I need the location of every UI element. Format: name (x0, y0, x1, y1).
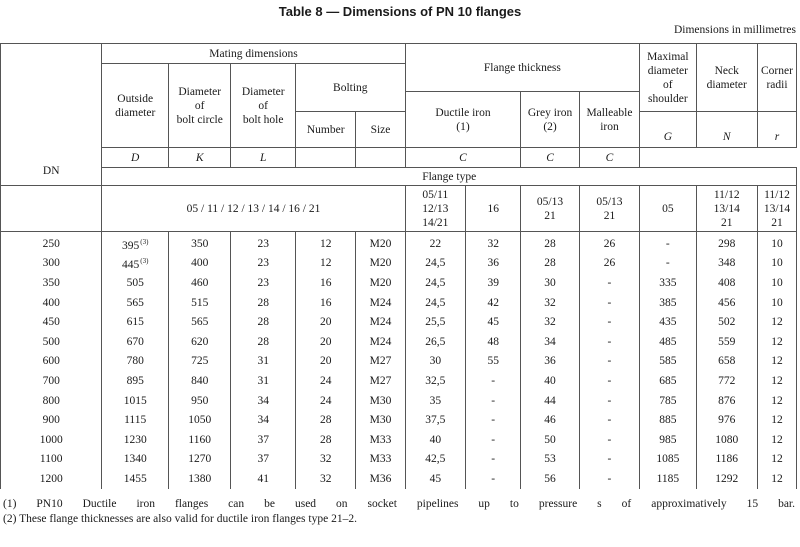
table-cell: 35 (405, 391, 465, 411)
footnote-mark: (3) (140, 237, 149, 246)
table-cell: 840 (168, 371, 230, 391)
flange-type-dn-blank (1, 186, 102, 232)
table-cell: 48 (466, 332, 521, 352)
table-cell: 976 (696, 410, 757, 430)
table-cell: 400 (1, 293, 102, 313)
table-cell: 1080 (696, 430, 757, 450)
table-cell: 1050 (168, 410, 230, 430)
table-cell: M30 (356, 391, 405, 411)
outside-symbol: D (102, 148, 169, 168)
table-cell: 1230 (102, 430, 169, 450)
table-cell: 20 (295, 312, 355, 332)
flange-type-header: Flange type (102, 168, 797, 186)
table-cell: 12 (757, 371, 796, 391)
table-cell: 44 (521, 391, 579, 411)
table-cell: - (466, 450, 521, 470)
table-cell: 12 (757, 312, 796, 332)
table-cell: 800 (1, 391, 102, 411)
table-cell: 32 (521, 293, 579, 313)
table-cell: 26 (579, 232, 639, 254)
table-cell: 32 (295, 450, 355, 470)
table-cell: - (579, 450, 639, 470)
flange-type-row (1, 186, 797, 232)
malleable-symbol: C (579, 148, 639, 168)
table-cell: 348 (696, 254, 757, 274)
table-cell: 12 (757, 391, 796, 411)
table-cell: M20 (356, 232, 405, 254)
table-cell: 298 (696, 232, 757, 254)
table-cell: 1186 (696, 450, 757, 470)
table-cell: 10 (757, 254, 796, 274)
table-cell: - (579, 469, 639, 489)
table-cell: M27 (356, 352, 405, 372)
footnote-2: (2) These flange thicknesses are also valid for ductile iron flanges type 21–2. (3, 513, 357, 525)
dn-header: DN (1, 44, 102, 186)
table-cell: 23 (231, 273, 296, 293)
table-cell: 10 (757, 293, 796, 313)
bolt-circle-header: Diameter of bolt circle (168, 64, 230, 148)
grey-iron-header: Grey iron (2) (521, 92, 579, 148)
neck-header: Neck diameter (696, 44, 757, 112)
table-cell: M27 (356, 371, 405, 391)
neck-flange-types: 11/12 13/14 21 (696, 186, 757, 232)
footnotes (3, 497, 795, 527)
table-cell: 45 (466, 312, 521, 332)
table-cell: 1085 (640, 450, 696, 470)
table-cell: 620 (168, 332, 230, 352)
table-cell: 395$^{(3)}$ (102, 232, 169, 254)
table-cell: 24,5 (405, 254, 465, 274)
table-cell: 41 (231, 469, 296, 489)
table-cell: M24 (356, 332, 405, 352)
table-cell: 780 (102, 352, 169, 372)
table-cell: 515 (168, 293, 230, 313)
table-cell: 30 (521, 273, 579, 293)
table-cell: M24 (356, 312, 405, 332)
table-cell: - (579, 391, 639, 411)
table-cell: 23 (231, 232, 296, 254)
table-cell: - (579, 293, 639, 313)
malleable-iron-header: Malleable iron (579, 92, 639, 148)
table-cell: 50 (521, 430, 579, 450)
shoulder-symbol: G (640, 112, 696, 148)
ductile-flange-types: 05/11 12/13 14/21 (405, 186, 465, 232)
table-cell: 1100 (1, 450, 102, 470)
table-cell: 12 (295, 232, 355, 254)
table-body (1, 232, 797, 489)
neck-symbol: N (696, 112, 757, 148)
table-cell: 10 (757, 232, 796, 254)
table-cell: M24 (356, 293, 405, 313)
table-cell: 559 (696, 332, 757, 352)
footnote-mark: (3) (140, 257, 149, 266)
table-cell: 26,5 (405, 332, 465, 352)
table-cell: 36 (466, 254, 521, 274)
table-cell: 32 (295, 469, 355, 489)
table-title: Table 8 — Dimensions of PN 10 flanges (278, 4, 522, 19)
table-cell: M33 (356, 430, 405, 450)
table-cell: 685 (640, 371, 696, 391)
footnote-1: (1) PN10 Ductile iron flanges can be used on socket pipelines up to pressure s of approximatively 15 bar. (3, 498, 795, 510)
table-cell: 20 (295, 332, 355, 352)
grey-symbol: C (521, 148, 579, 168)
table-cell: 40 (405, 430, 465, 450)
table-cell: 985 (640, 430, 696, 450)
table-cell: 500 (1, 332, 102, 352)
table-cell: 502 (696, 312, 757, 332)
table-cell: 20 (295, 352, 355, 372)
table-cell: 32 (466, 232, 521, 254)
table-cell: - (466, 391, 521, 411)
table-cell: - (579, 352, 639, 372)
table-cell: 32,5 (405, 371, 465, 391)
table-cell: 950 (168, 391, 230, 411)
table-cell: 26 (579, 254, 639, 274)
table-cell: 37 (231, 430, 296, 450)
table-cell: 28 (295, 410, 355, 430)
table-cell: 37,5 (405, 410, 465, 430)
table-cell: 485 (640, 332, 696, 352)
table-cell: 24,5 (405, 273, 465, 293)
table-cell: 435 (640, 312, 696, 332)
table-cell: - (579, 430, 639, 450)
table-cell: 600 (1, 352, 102, 372)
table-cell: 615 (102, 312, 169, 332)
bolt-number-header: Number (295, 112, 355, 148)
table-cell: 28 (231, 293, 296, 313)
table-cell: 505 (102, 273, 169, 293)
table-cell: M30 (356, 410, 405, 430)
table-cell: 250 (1, 232, 102, 254)
table-cell: 24,5 (405, 293, 465, 313)
shoulder-flange-type: 05 (640, 186, 696, 232)
table-cell: 1000 (1, 430, 102, 450)
table-cell: 400 (168, 254, 230, 274)
table-cell: 28 (231, 312, 296, 332)
corner-symbol: r (757, 112, 796, 148)
table-cell: 772 (696, 371, 757, 391)
table-cell: - (579, 273, 639, 293)
table-cell: 16 (295, 293, 355, 313)
table-cell: 56 (521, 469, 579, 489)
table-cell: 25,5 (405, 312, 465, 332)
bolt-hole-header: Diameter of bolt hole (231, 64, 296, 148)
bolt-circle-symbol: K (168, 148, 230, 168)
ductile-iron-header: Ductile iron (1) (405, 92, 521, 148)
table-cell: 658 (696, 352, 757, 372)
table-row (1, 293, 797, 313)
outside-diameter-header: Outside diameter (102, 64, 169, 148)
table-cell: 385 (640, 293, 696, 313)
table-cell: 42,5 (405, 450, 465, 470)
table-cell: 12 (757, 450, 796, 470)
malleable-flange-types: 05/13 21 (579, 186, 639, 232)
table-cell: 30 (405, 352, 465, 372)
table-cell: 1160 (168, 430, 230, 450)
flange-dimensions-table (0, 43, 797, 489)
table-cell: 12 (757, 469, 796, 489)
table-cell: - (579, 312, 639, 332)
number-symbol-blank (295, 148, 355, 168)
table-cell: M33 (356, 450, 405, 470)
table-cell: 1115 (102, 410, 169, 430)
table-row (1, 332, 797, 352)
table-cell: 350 (168, 232, 230, 254)
table-cell: 1270 (168, 450, 230, 470)
table-cell: 445$^{(3)}$ (102, 254, 169, 274)
corner-flange-types: 11/12 13/14 21 (757, 186, 796, 232)
table-cell: 40 (521, 371, 579, 391)
table-cell: 876 (696, 391, 757, 411)
table-cell: 53 (521, 450, 579, 470)
mating-flange-types: 05 / 11 / 12 / 13 / 14 / 16 / 21 (102, 186, 405, 232)
mating-dimensions-header: Mating dimensions (102, 44, 405, 64)
table-cell: 24 (295, 391, 355, 411)
table-cell: 1380 (168, 469, 230, 489)
table-cell: 42 (466, 293, 521, 313)
table-row (1, 430, 797, 450)
table-cell: 1292 (696, 469, 757, 489)
table-cell: 16 (295, 273, 355, 293)
table-row (1, 273, 797, 293)
bolt-hole-symbol: L (231, 148, 296, 168)
table-cell: 12 (757, 430, 796, 450)
table-cell: 34 (521, 332, 579, 352)
table-cell: 456 (696, 293, 757, 313)
table-cell: 670 (102, 332, 169, 352)
table-cell: 350 (1, 273, 102, 293)
table-cell: 408 (696, 273, 757, 293)
units-note: Dimensions in millimetres (673, 24, 796, 36)
table-row (1, 450, 797, 470)
table-cell: 1015 (102, 391, 169, 411)
table-cell: 28 (295, 430, 355, 450)
table-cell: 1200 (1, 469, 102, 489)
table-cell: - (579, 332, 639, 352)
bolting-header: Bolting (295, 64, 405, 112)
table-cell: 28 (231, 332, 296, 352)
table-row (1, 352, 797, 372)
table-cell: 1340 (102, 450, 169, 470)
table-cell: 55 (466, 352, 521, 372)
table-row (1, 371, 797, 391)
table-cell: 895 (102, 371, 169, 391)
table-cell: 12 (757, 332, 796, 352)
table-row (1, 391, 797, 411)
table-cell: - (579, 371, 639, 391)
shoulder-header: Maximal diameter of shoulder (640, 44, 696, 112)
table-cell: - (466, 410, 521, 430)
table-cell: 1455 (102, 469, 169, 489)
table-cell: 28 (521, 254, 579, 274)
table-cell: 885 (640, 410, 696, 430)
table-cell: - (466, 371, 521, 391)
ductile-flange-type-16: 16 (466, 186, 521, 232)
table-cell: 565 (168, 312, 230, 332)
table-row (1, 410, 797, 430)
table-cell: 23 (231, 254, 296, 274)
table-cell: - (640, 232, 696, 254)
table-cell: M36 (356, 469, 405, 489)
table-row (1, 254, 797, 274)
table-cell: 450 (1, 312, 102, 332)
table-cell: 12 (757, 352, 796, 372)
table-cell: 12 (757, 410, 796, 430)
table-row (1, 469, 797, 489)
table-cell: 45 (405, 469, 465, 489)
table-cell: 725 (168, 352, 230, 372)
table-cell: 34 (231, 391, 296, 411)
table-cell: 785 (640, 391, 696, 411)
table-cell: 28 (521, 232, 579, 254)
table-cell: 300 (1, 254, 102, 274)
table-cell: 12 (295, 254, 355, 274)
table-cell: 22 (405, 232, 465, 254)
table-cell: 39 (466, 273, 521, 293)
flange-thickness-header: Flange thickness (405, 44, 640, 92)
grey-flange-types: 05/13 21 (521, 186, 579, 232)
table-cell: 585 (640, 352, 696, 372)
table-row (1, 312, 797, 332)
table-cell: 10 (757, 273, 796, 293)
table-cell: 31 (231, 371, 296, 391)
table-cell: 24 (295, 371, 355, 391)
table-cell: M20 (356, 273, 405, 293)
table-cell: 335 (640, 273, 696, 293)
table-cell: 46 (521, 410, 579, 430)
table-cell: 700 (1, 371, 102, 391)
table-cell: 1185 (640, 469, 696, 489)
ductile-symbol: C (405, 148, 521, 168)
size-symbol-blank (356, 148, 405, 168)
bolt-size-header: Size (356, 112, 405, 148)
table-cell: 900 (1, 410, 102, 430)
table-cell: 34 (231, 410, 296, 430)
table-cell: M20 (356, 254, 405, 274)
table-cell: - (466, 430, 521, 450)
table-cell: - (466, 469, 521, 489)
table-row (1, 232, 797, 254)
table-cell: - (579, 410, 639, 430)
table-cell: 36 (521, 352, 579, 372)
table-cell: 32 (521, 312, 579, 332)
table-cell: 565 (102, 293, 169, 313)
table-cell: 37 (231, 450, 296, 470)
table-cell: 31 (231, 352, 296, 372)
table-cell: - (640, 254, 696, 274)
table-cell: 460 (168, 273, 230, 293)
corner-header: Corner radii (757, 44, 796, 112)
